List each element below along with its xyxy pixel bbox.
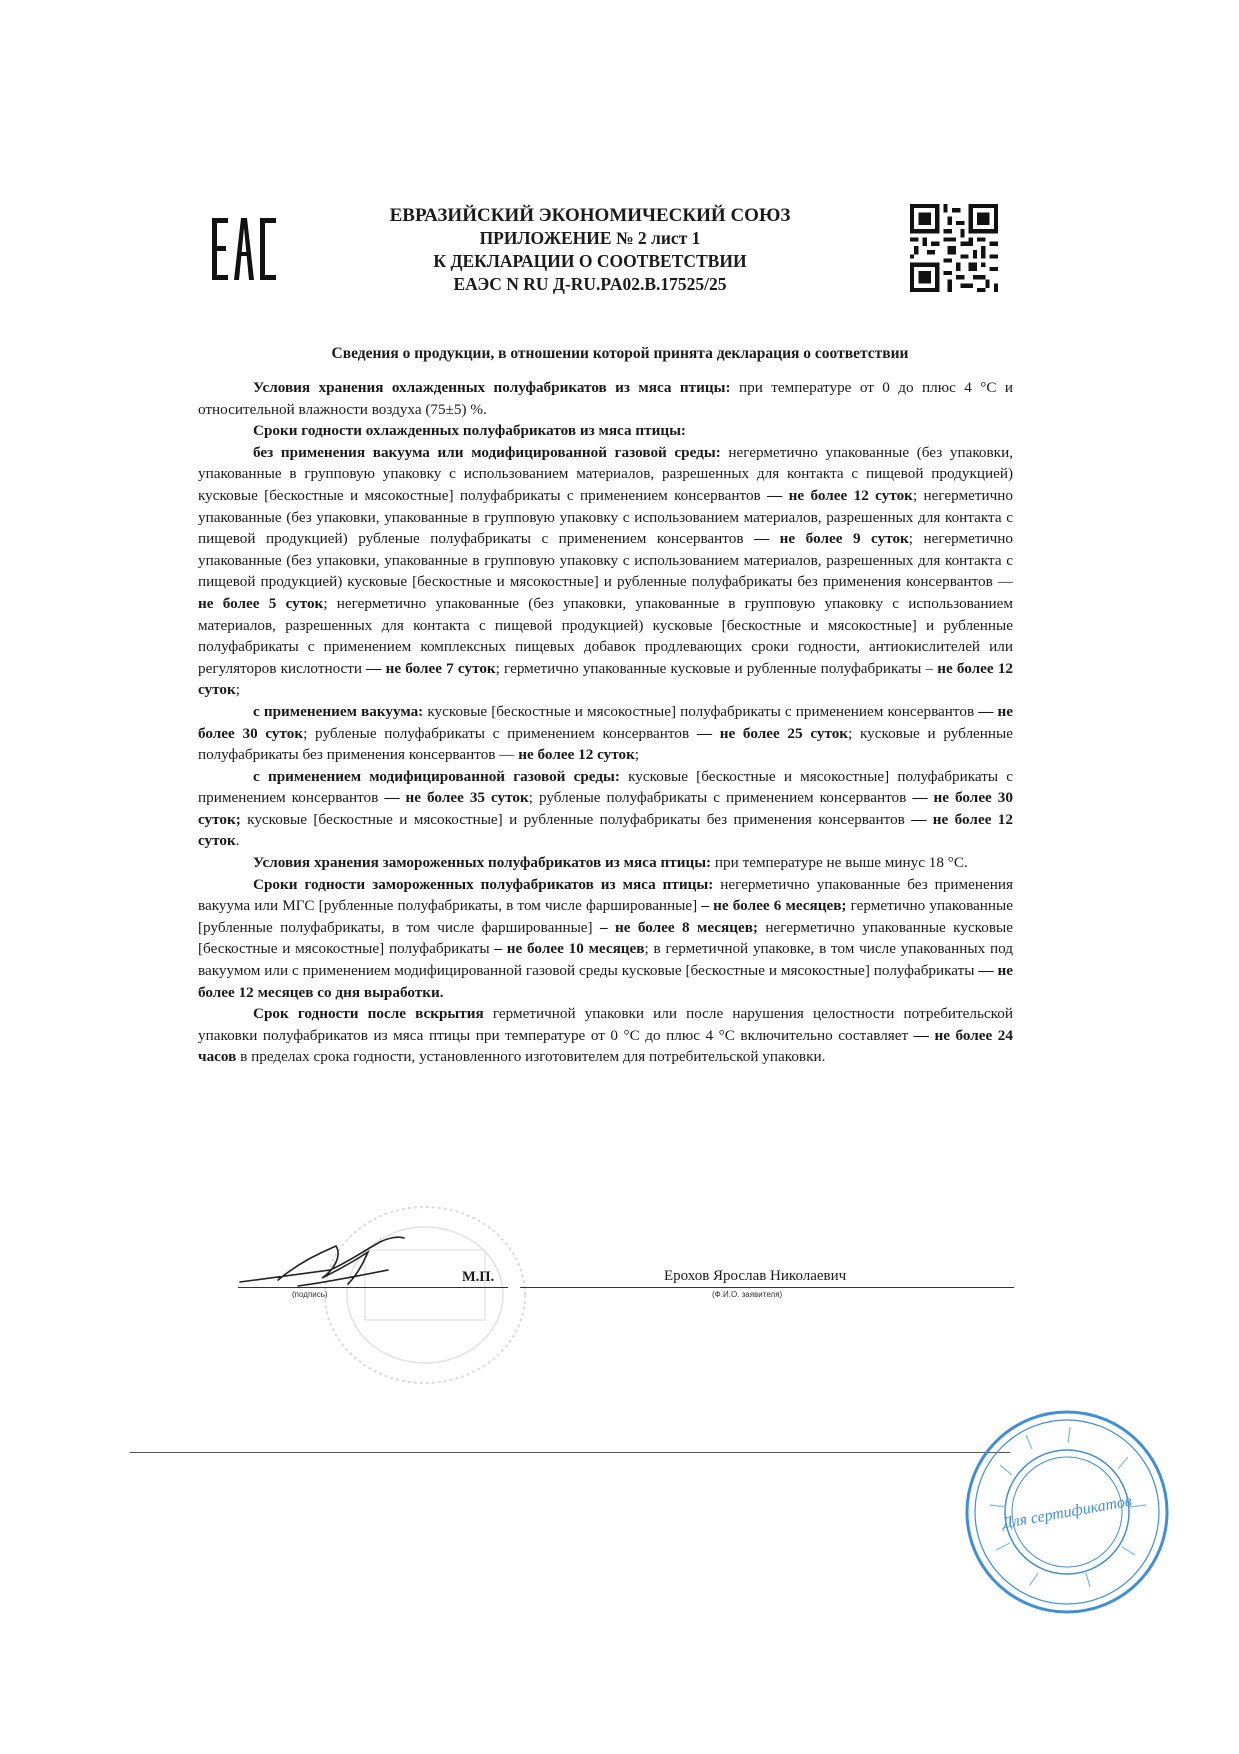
text-segment: ; в герметичной упаковке, в том числе упакованных под вакуумом или с применением модифицированной газовой среды кусковые [бескостные и мясокостные] полуфабрикаты: [198, 940, 1013, 980]
text-segment: ; рубленые полуфабрикаты с применением консервантов: [528, 789, 913, 807]
vacuum-heading: с применением вакуума:: [253, 702, 424, 720]
text-segment: ; кусковые и рубленные полуфабрикаты без применения консервантов —: [198, 724, 1013, 764]
term-value: — не более 35 суток: [384, 789, 529, 807]
term-value: не более 5 суток: [198, 594, 324, 612]
chilled-shelf-life-heading: [198, 420, 1013, 442]
modified-atmosphere-heading: с применением модифицированной газовой среды:: [253, 767, 620, 785]
text-segment: ; негерметично упакованные (без упаковки, упакованные в групповую упаковку с использованием материалов, разрешенных для контакта с пищевой продукцией) кусковые [бескостные и мясокостные] и рубленные полуфабрикаты без применения консервантов —: [198, 530, 1013, 591]
section-title: Сведения о продукции, в отношении которой принята декларация о соответствии: [331, 345, 909, 362]
declaration-label: К ДЕКЛАРАЦИИ О СООТВЕТСТВИИ: [433, 251, 747, 271]
chilled-storage-heading: Условия хранения охлажденных полуфабрикатов из мяса птицы:: [253, 379, 731, 396]
frozen-shelf-life-heading: Сроки годности замороженных полуфабрикатов из мяса птицы:: [253, 875, 714, 893]
vacuum-paragraph: [198, 701, 1013, 766]
text-segment: негерметично упакованные без применения вакуума или МГС [рубленные полуфабрикаты, в том числе фаршированные]: [198, 875, 1013, 915]
blue-company-stamp-icon: [960, 1405, 1175, 1620]
text-segment: .: [235, 832, 240, 850]
applicant-caption: (Ф.И.О. заявителя): [712, 1290, 783, 1299]
chilled-storage-text: при температуре от 0 до плюс 4 °С и относительной влажности воздуха (75±5) %.: [198, 379, 1013, 418]
after-opening-heading: Срок годности после вскрытия: [253, 1005, 484, 1023]
signature-caption: (подпись): [292, 1290, 328, 1299]
frozen-shelf-life-paragraph: [198, 874, 1013, 1004]
term-value: — не более 12 суток: [767, 486, 913, 504]
frozen-storage-heading: Условия хранения замороженных полуфабрикатов из мяса птицы:: [253, 854, 712, 872]
term-value: не более 12 суток: [518, 746, 635, 764]
eac-logo-icon: [212, 218, 276, 280]
text-segment: ;: [634, 746, 640, 764]
document-header: [330, 204, 850, 296]
frozen-storage-text: при температуре не выше минус 18 °С.: [711, 854, 968, 872]
term-value: — не более 12 суток: [198, 810, 1013, 850]
text-segment: ; рубленые полуфабрикаты с применением консервантов: [303, 724, 697, 742]
no-vacuum-paragraph: [198, 442, 1013, 701]
term-value: — не более 12 месяцев со дня выработки.: [198, 962, 1013, 1001]
declaration-number: ЕАЭС N RU Д-RU.PA02.B.17525/25: [453, 274, 727, 294]
qr-code-icon: [910, 204, 998, 292]
chilled-storage-paragraph: [198, 377, 1013, 420]
text-segment: негерметично упакованные кусковые [бескостные и мясокостные] полуфабрикаты: [198, 918, 1013, 958]
text-segment: кусковые [бескостные и мясокостные] полуфабрикаты с применением консервантов: [423, 702, 979, 720]
text-segment: ; герметично упакованные кусковые и рубленные полуфабрикаты –: [495, 659, 938, 677]
frozen-storage-paragraph: [198, 852, 1013, 874]
term-value: – не более 8 месяцев;: [600, 918, 758, 936]
text-segment: ; негерметично упакованные (без упаковки, упакованные в групповую упаковку с использованием материалов, разрешенных для контакта с пищевой продукцией) кусковые [бескостные и мясокостные] и рубленные полуфабрикаты с применением комплексных пищевых добавок продлевающих сроки годности, антиокислителей или регуляторов кислотности: [198, 594, 1013, 677]
text-segment: ; негерметично упакованные (без упаковки, упакованные в групповую упаковку с использованием материалов, разрешенных для контакта с пищевой продукцией) рубленые полуфабрикаты с применением консервантов: [198, 486, 1013, 548]
no-vacuum-heading: без применения вакуума или модифицированной газовой среды:: [253, 443, 721, 461]
text-segment: негерметично упакованные (без упаковки, упакованные в групповую упаковку с использованием материалов, разрешенных для контакта с пищевой продукцией) кусковые [бескостные и мясокостные] полуфабрикаты с применением консервантов: [198, 443, 1013, 504]
text-segment: герметично упакованные [рубленные полуфабрикаты, в том числе фаршированные]: [198, 897, 1014, 936]
term-value: не более 12 суток: [198, 659, 1014, 699]
term-value: — не более 9 суток: [754, 530, 909, 548]
appendix-label: ПРИЛОЖЕНИЕ № 2 лист 1: [479, 228, 701, 248]
seal-place-label: М.П.: [462, 1269, 495, 1285]
product-info-body: [198, 377, 1013, 1068]
chilled-shelf-life-title: Сроки годности охлажденных полуфабрикатов из мяса птицы:: [253, 422, 686, 440]
term-value: — не более 7 суток: [366, 659, 496, 677]
applicant-name-line: [520, 1287, 1014, 1288]
after-opening-paragraph: [198, 1003, 1013, 1068]
text-segment: ;: [235, 681, 240, 699]
stamp-center-text: Для сертификатов: [1001, 1492, 1134, 1533]
term-value: — не более 24 часов: [198, 1026, 1013, 1066]
modified-atmosphere-paragraph: [198, 766, 1013, 852]
term-value: — не более 30 суток: [198, 702, 1013, 742]
term-value: — не более 25 суток: [696, 724, 849, 742]
union-name: ЕВРАЗИЙСКИЙ ЭКОНОМИЧЕСКИЙ СОЮЗ: [389, 205, 791, 226]
text-segment: кусковые [бескостные и мясокостные] полуфабрикаты с применением консервантов: [198, 767, 1013, 807]
text-segment: герметичной упаковки или после нарушения целостности потребительской упаковки полуфабрикатов из мяса птицы при температуре от 0 °С до плюс 4 °С включительно составляет: [198, 1005, 1014, 1044]
text-segment: кусковые [бескостные и мясокостные] и рубленные полуфабрикаты без применения консервантов: [240, 810, 912, 828]
term-value: — не более 30 суток;: [198, 789, 1013, 828]
applicant-name: Ерохов Ярослав Николаевич: [664, 1268, 847, 1284]
text-segment: в пределах срока годности, установленного изготовителем для потребительской упаковки.: [236, 1048, 826, 1066]
signature-line: [238, 1287, 508, 1288]
bottom-divider: [130, 1452, 1010, 1453]
term-value: – не более 10 месяцев: [494, 940, 645, 958]
term-value: – не более 6 месяцев;: [701, 897, 847, 915]
